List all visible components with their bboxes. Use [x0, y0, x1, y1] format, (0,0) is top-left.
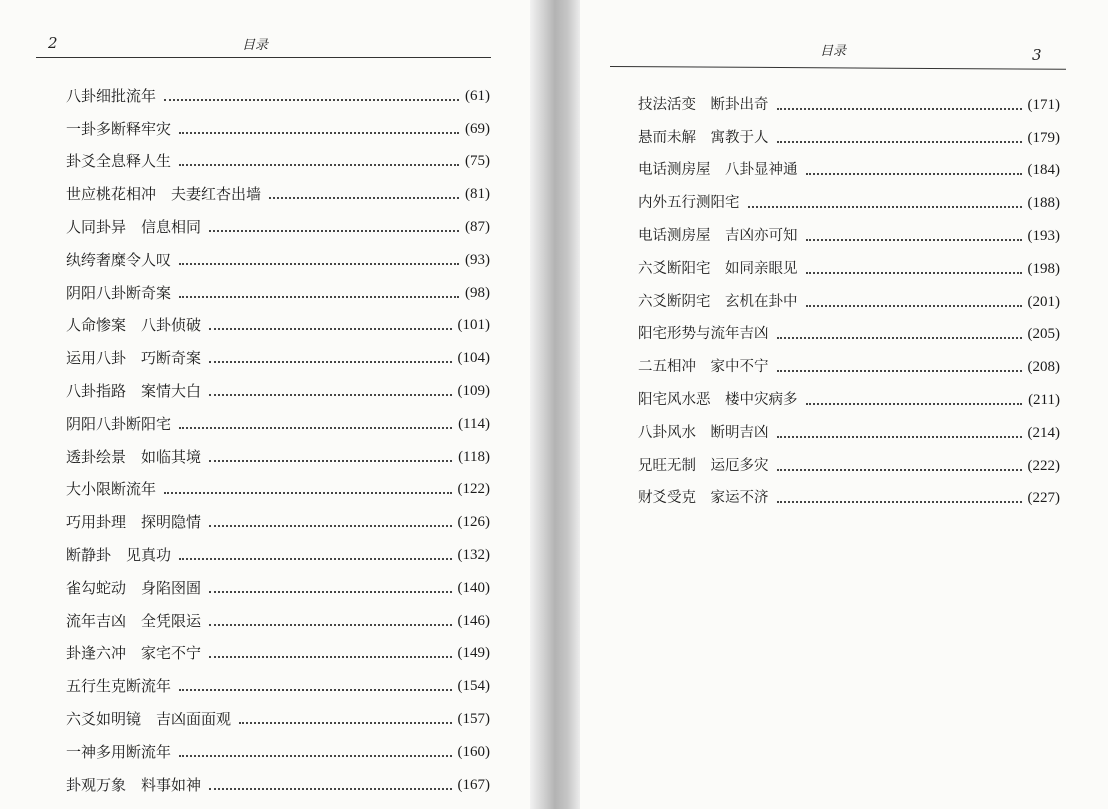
toc-entry-title: 一神多用断流年 [66, 742, 172, 761]
dot-leader [209, 394, 451, 396]
toc-entry-page: (75) [465, 153, 490, 170]
dot-leader [209, 460, 452, 462]
toc-entry[interactable] [66, 729, 490, 762]
page-number: 2 [48, 34, 58, 52]
toc-entry[interactable] [638, 443, 1060, 476]
toc-entry-title: 内外五行测阳宅 [638, 195, 740, 212]
toc-entry-title: 断静卦 见真功 [66, 545, 172, 564]
toc-entry-title: 八卦风水 断明吉凶 [638, 424, 769, 441]
toc-entry-page: (160) [457, 743, 490, 760]
toc-entry-page: (208) [1027, 359, 1060, 376]
toc-entry-title: 卦爻全息释人生 [66, 152, 172, 171]
dot-leader [269, 197, 459, 199]
toc-entry-title: 雀勾蛇动 身陷囹圄 [66, 578, 202, 597]
toc-entry-title: 八卦细批流年 [66, 86, 157, 105]
toc-entry-page: (205) [1027, 326, 1060, 343]
toc-entry[interactable] [66, 106, 490, 139]
toc-entry[interactable] [638, 312, 1060, 345]
dot-leader [777, 501, 1022, 503]
toc-entry-page: (222) [1027, 457, 1060, 474]
book-gutter [530, 0, 580, 809]
toc-entry-title: 人命惨案 八卦侦破 [66, 316, 202, 335]
toc-entry-title: 人同卦异 信息相同 [66, 217, 202, 236]
toc-entry[interactable] [638, 377, 1060, 410]
toc-entry[interactable] [66, 532, 490, 565]
toc-entry[interactable] [66, 171, 490, 204]
toc-list-left [66, 73, 490, 795]
toc-entry-title: 纨绔奢糜令人叹 [66, 250, 172, 269]
left-page [0, 0, 530, 809]
toc-entry[interactable] [66, 270, 490, 303]
dot-leader [209, 361, 451, 363]
toc-entry[interactable] [66, 762, 490, 795]
toc-entry-page: (104) [457, 350, 490, 367]
toc-entry[interactable] [66, 401, 490, 434]
toc-entry[interactable] [66, 335, 490, 368]
toc-entry[interactable] [66, 696, 490, 729]
toc-entry-title: 电话测房屋 八卦显神通 [638, 162, 798, 179]
dot-leader [179, 263, 459, 265]
page-number: 3 [1032, 46, 1042, 64]
toc-entry[interactable] [638, 115, 1060, 148]
toc-entry-title: 运用八卦 巧断奇案 [66, 349, 202, 368]
toc-entry-page: (201) [1027, 293, 1060, 310]
toc-entry-page: (149) [457, 645, 490, 662]
toc-entry-page: (93) [465, 251, 490, 268]
dot-leader [209, 328, 451, 330]
toc-entry-page: (61) [465, 87, 490, 104]
dot-leader [777, 337, 1022, 339]
toc-entry[interactable] [638, 82, 1060, 115]
dot-leader [209, 525, 451, 527]
toc-entry-page: (179) [1027, 129, 1060, 146]
dot-leader [209, 788, 451, 790]
header-rule [610, 66, 1066, 70]
toc-entry-title: 大小限断流年 [66, 480, 157, 499]
dot-leader [164, 99, 459, 101]
toc-entry-title: 流年吉凶 全凭限运 [66, 611, 202, 630]
toc-entry-title: 阴阳八卦断阳宅 [66, 414, 172, 433]
dot-leader [806, 173, 1022, 175]
toc-entry-title: 兄旺无制 运厄多灾 [638, 457, 769, 474]
toc-entry-page: (188) [1027, 195, 1060, 212]
toc-entry-page: (118) [458, 448, 490, 465]
toc-entry-title: 技法活变 断卦出奇 [638, 96, 769, 113]
toc-entry-page: (198) [1027, 260, 1060, 277]
dot-leader [777, 469, 1022, 471]
dot-leader [179, 296, 459, 298]
toc-entry-title: 卦观万象 料事如神 [66, 775, 202, 794]
toc-entry[interactable] [66, 139, 490, 172]
toc-entry-page: (146) [457, 612, 490, 629]
dot-leader [806, 272, 1022, 274]
toc-entry-page: (81) [465, 186, 490, 203]
dot-leader [179, 132, 459, 134]
toc-entry-title: 六爻断阳宅 如同亲眼见 [638, 260, 798, 277]
toc-entry[interactable] [66, 631, 490, 664]
toc-entry-page: (140) [457, 579, 490, 596]
toc-entry-page: (214) [1027, 424, 1060, 441]
dot-leader [209, 624, 451, 626]
toc-entry-title: 透卦绘景 如临其境 [66, 447, 202, 466]
toc-entry-title: 五行生克断流年 [66, 677, 172, 696]
toc-entry-title: 阳宅风水恶 楼中灾病多 [638, 391, 798, 408]
toc-entry[interactable] [66, 663, 490, 696]
dot-leader [179, 164, 459, 166]
toc-entry-page: (227) [1027, 490, 1060, 507]
toc-entry-page: (132) [457, 546, 490, 563]
dot-leader [179, 689, 451, 691]
toc-entry-title: 一卦多断释牢灾 [66, 119, 172, 138]
toc-entry-page: (167) [457, 776, 490, 793]
toc-entry[interactable] [638, 213, 1060, 246]
toc-entry[interactable] [638, 410, 1060, 443]
toc-list-right [638, 82, 1060, 508]
dot-leader [806, 403, 1023, 405]
toc-entry-title: 阳宅形势与流年吉凶 [638, 326, 769, 343]
toc-entry[interactable] [638, 476, 1060, 509]
toc-entry[interactable] [66, 237, 490, 270]
toc-entry-page: (87) [465, 218, 490, 235]
dot-leader [748, 206, 1022, 208]
dot-leader [179, 427, 452, 429]
toc-entry[interactable] [66, 467, 490, 500]
toc-entry-title: 世应桃花相冲 夫妻红杏出墙 [66, 185, 262, 204]
dot-leader [777, 436, 1022, 438]
toc-entry-title: 八卦指路 案情大白 [66, 381, 202, 400]
dot-leader [179, 558, 451, 560]
toc-entry-page: (171) [1027, 96, 1060, 113]
toc-entry[interactable] [66, 204, 490, 237]
toc-entry[interactable] [638, 279, 1060, 312]
toc-entry[interactable] [638, 344, 1060, 377]
toc-entry[interactable] [66, 499, 490, 532]
dot-leader [209, 230, 459, 232]
toc-entry[interactable] [638, 148, 1060, 181]
toc-entry-title: 六爻如明镜 吉凶面面观 [66, 709, 232, 728]
toc-entry[interactable] [638, 246, 1060, 279]
toc-entry-page: (193) [1027, 227, 1060, 244]
running-head: 目录 [242, 38, 269, 53]
dot-leader [239, 722, 451, 724]
toc-entry[interactable] [66, 303, 490, 336]
dot-leader [179, 755, 451, 757]
header-rule [36, 57, 491, 58]
toc-entry-title: 六爻断阴宅 玄机在卦中 [638, 293, 798, 310]
dot-leader [806, 239, 1022, 241]
toc-entry-page: (211) [1028, 391, 1060, 408]
toc-entry[interactable] [66, 368, 490, 401]
toc-entry-page: (157) [457, 710, 490, 727]
toc-entry[interactable] [66, 73, 490, 106]
toc-entry-page: (184) [1027, 162, 1060, 179]
dot-leader [209, 656, 451, 658]
toc-entry-title: 巧用卦理 探明隐情 [66, 513, 202, 532]
right-page [580, 0, 1108, 809]
toc-entry-page: (69) [465, 120, 490, 137]
toc-entry-page: (109) [457, 382, 490, 399]
dot-leader [777, 141, 1022, 143]
dot-leader [209, 591, 451, 593]
toc-entry-title: 悬而未解 寓教于人 [638, 129, 769, 146]
dot-leader [777, 370, 1022, 372]
dot-leader [164, 492, 451, 494]
toc-entry-page: (98) [465, 284, 490, 301]
toc-entry-title: 财爻受克 家运不济 [638, 490, 769, 507]
toc-entry-page: (122) [457, 481, 490, 498]
running-head: 目录 [820, 44, 847, 59]
toc-entry-page: (101) [457, 317, 490, 334]
toc-entry-title: 卦逢六冲 家宅不宁 [66, 644, 202, 663]
toc-entry-page: (154) [457, 678, 490, 695]
toc-entry[interactable] [66, 434, 490, 467]
toc-entry-title: 二五相冲 家中不宁 [638, 359, 769, 376]
toc-entry-page: (126) [457, 514, 490, 531]
dot-leader [777, 108, 1022, 110]
dot-leader [806, 305, 1022, 307]
toc-entry[interactable] [66, 565, 490, 598]
toc-entry-page: (114) [458, 415, 490, 432]
toc-entry-title: 阴阳八卦断奇案 [66, 283, 172, 302]
toc-entry[interactable] [66, 598, 490, 631]
toc-entry[interactable] [638, 180, 1060, 213]
toc-entry-title: 电话测房屋 吉凶亦可知 [638, 227, 798, 244]
